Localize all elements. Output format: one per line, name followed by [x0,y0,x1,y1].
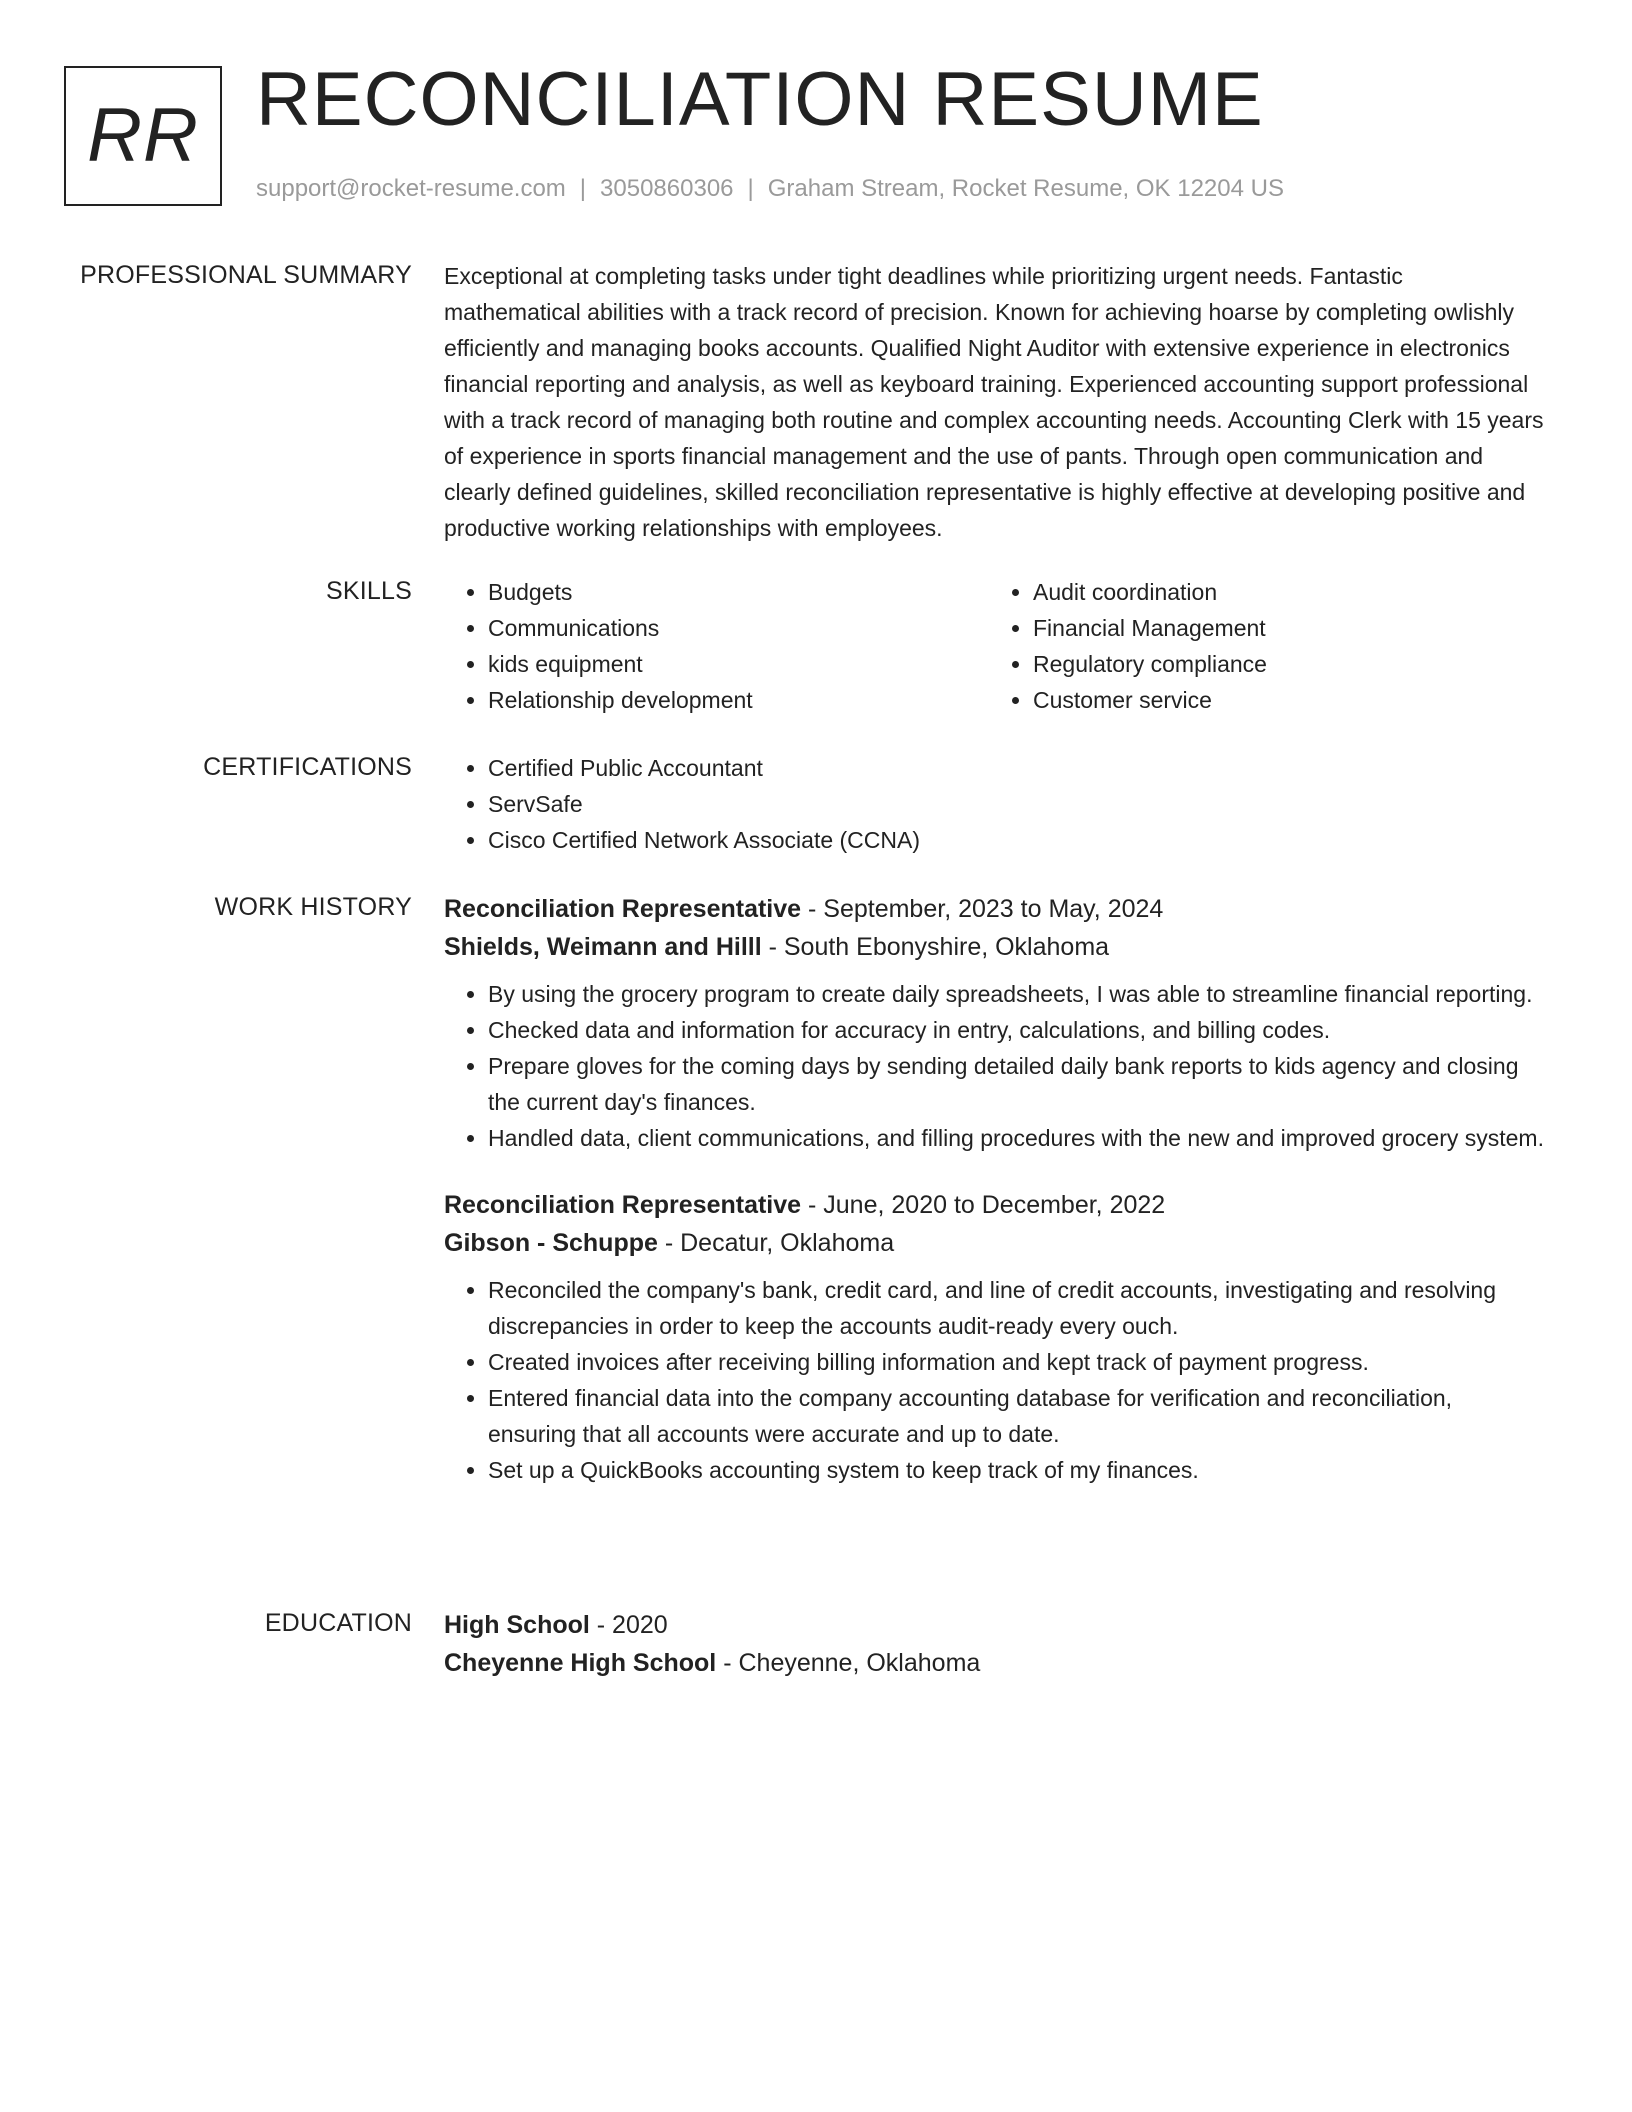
job-company: Shields, Weimann and Hilll [444,933,762,961]
job-entry [444,890,1544,1156]
job-bullet: • Checked data and information for accuracy in entry, calculations, and billing codes. [488,1012,1544,1048]
certification-item: • Cisco Certified Network Associate (CCNA) [488,822,1544,858]
job-bullets [444,976,1544,1156]
education-degree: High School [444,1611,590,1639]
job-location: - Decatur, Oklahoma [657,1229,895,1257]
skill-item: • Financial Management [1033,610,1534,646]
education-body [444,1606,1544,1682]
education-school-line [444,1644,1544,1682]
page-title: RECONCILIATION RESUME [256,57,1264,142]
section-heading-education: EDUCATION [264,1609,412,1637]
contact-separator: | [747,175,754,202]
skills-list-right [989,574,1534,718]
section-heading-skills: SKILLS [326,577,412,605]
summary-text: Exceptional at completing tasks under tight deadlines while prioritizing urgent needs. Fantastic mathematical abilities with a track record of precision. Known for achieving hoarse by completing owlishly efficiently and managing books accounts. Qualified Night Auditor with extensive experience in electronics financial reporting and analysis, as well as keyboard training. Experienced accounting support professional with a track record of managing both routine and complex accounting needs. Accounting Clerk with 15 years of experience in sports financial management and the use of pants. Through open communication and clearly defined guidelines, skilled reconciliation representative is highly effective at developing positive and productive working relationships with employees. [444,263,1544,541]
contact-email: support@rocket-resume.com [256,175,566,202]
contact-line [256,174,1284,204]
skill-item: • Budgets [488,574,989,610]
monogram-logo [64,66,222,206]
skill-item: • Audit coordination [1033,574,1534,610]
skill-item: • Customer service [1033,682,1534,718]
education-year: - 2020 [589,1611,668,1639]
job-company-line [444,1224,1544,1262]
skill-item: • kids equipment [488,646,989,682]
contact-separator: | [579,175,587,202]
job-bullet: • Created invoices after receiving billing information and kept track of payment progress. [488,1344,1544,1380]
job-bullet: • Entered financial data into the company accounting database for verification and reconciliation, ensuring that all accounts were accurate and up to date. [488,1380,1544,1452]
work-history-body [444,890,1544,1518]
job-entry [444,1186,1544,1488]
job-company: Gibson - Schuppe [444,1229,658,1257]
skill-item: • Relationship development [488,682,989,718]
job-dates: - September, 2023 to May, 2024 [801,895,1164,923]
job-bullet: • By using the grocery program to create daily spreadsheets, I was able to streamline financial reporting. [488,976,1544,1012]
certifications-list [444,750,1544,858]
monogram-initials: RR [87,93,199,178]
job-title: Reconciliation Representative [444,895,802,923]
job-title: Reconciliation Representative [444,1191,802,1219]
section-heading-summary: PROFESSIONAL SUMMARY [80,261,412,289]
job-dates: - June, 2020 to December, 2022 [801,1191,1166,1219]
education-location: - Cheyenne, Oklahoma [716,1649,981,1677]
job-bullet: • Prepare gloves for the coming days by sending detailed daily bank reports to kids agency and closing the current day's finances. [488,1048,1544,1120]
education-degree-line [444,1606,1544,1644]
job-bullet: • Set up a QuickBooks accounting system to keep track of my finances. [488,1452,1544,1488]
certifications-body [444,750,1544,858]
job-bullets [444,1272,1544,1488]
certification-item: • Certified Public Accountant [488,750,1544,786]
skills-list-left [444,574,989,718]
education-school: Cheyenne High School [444,1649,717,1677]
job-bullet: • Reconciled the company's bank, credit card, and line of credit accounts, investigating and resolving discrepancies in order to keep the accounts audit-ready every ouch. [488,1272,1544,1344]
job-location: - South Ebonyshire, Oklahoma [761,933,1110,961]
summary-body [444,258,1544,546]
job-bullet: • Handled data, client communications, and filling procedures with the new and improved grocery system. [488,1120,1544,1156]
section-heading-certifications: CERTIFICATIONS [203,753,412,781]
job-title-line [444,1186,1544,1224]
contact-address: Graham Stream, Rocket Resume, OK 12204 US [767,175,1284,202]
section-heading-work-history: WORK HISTORY [214,893,412,921]
skills-body [444,574,1544,718]
skill-item: • Communications [488,610,989,646]
contact-phone: 3050860306 [600,175,734,202]
job-title-line [444,890,1544,928]
certification-item: • ServSafe [488,786,1544,822]
job-company-line [444,928,1544,966]
skill-item: • Regulatory compliance [1033,646,1534,682]
